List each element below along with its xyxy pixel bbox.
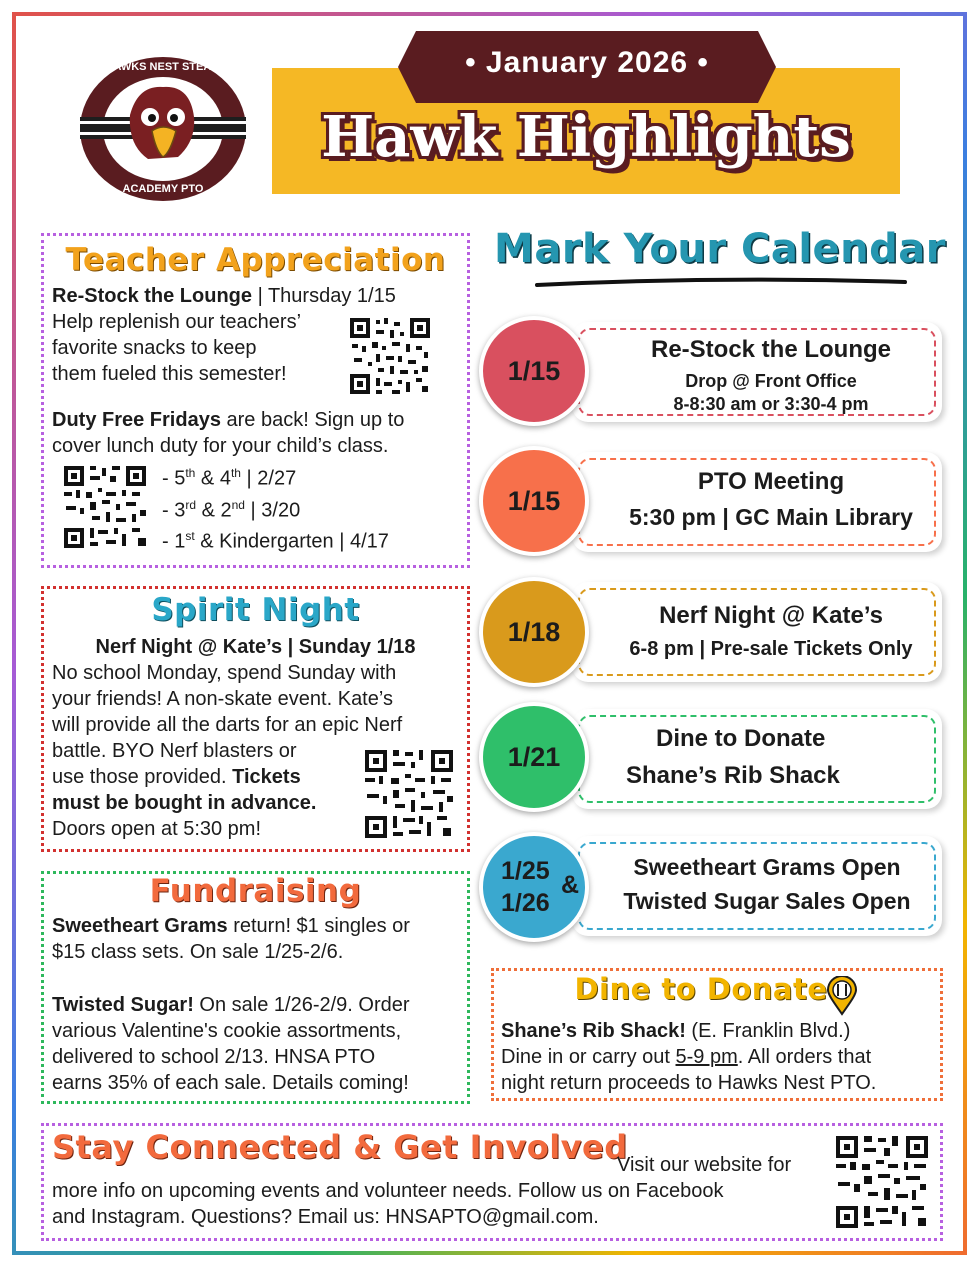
event-date-badge: 1/18 xyxy=(479,577,589,687)
event-date-amp: & xyxy=(561,871,580,899)
restock-desc-line: them fueled this semester! xyxy=(52,363,287,385)
calendar-heading: Mark Your Calendar xyxy=(494,226,946,272)
event-title: PTO Meeting xyxy=(697,468,845,495)
spirit-night-heading: Spirit Night xyxy=(151,592,360,628)
spirit-night-qr-code[interactable] xyxy=(363,748,455,840)
body-line: various Valentine's cookie assortments, xyxy=(52,1020,402,1042)
body-line: Shane’s Rib Shack! (E. Franklin Blvd.) xyxy=(501,1020,851,1042)
event-title: Re-Stock the Lounge xyxy=(650,336,891,363)
body-line: Dine in or carry out 5-9 pm. All orders that xyxy=(501,1046,872,1068)
restock-desc-line: favorite snacks to keep xyxy=(52,337,257,359)
event-date-start: 1/25 xyxy=(501,857,550,885)
grade-row: - 5th & 4th | 2/27 xyxy=(162,466,297,490)
event-detail: 8-8:30 am or 3:30-4 pm xyxy=(673,394,869,414)
body-line: earns 35% of each sale. Details coming! xyxy=(52,1072,409,1094)
restock-qr-code[interactable] xyxy=(348,316,432,396)
pto-logo xyxy=(78,55,248,203)
calendar-event-card xyxy=(572,836,942,936)
logo-text-top: HAWKS NEST STEAM xyxy=(105,61,221,73)
grade-row: - 1st & Kindergarten | 4/17 xyxy=(162,529,389,553)
event-date-end: 1/26 xyxy=(501,889,550,917)
fundraising-heading: Fundraising xyxy=(149,873,362,909)
body-line: will provide all the darts for an epic Nerf xyxy=(52,714,403,736)
logo-text-bottom: ACADEMY PTO xyxy=(122,183,204,195)
body-line: and Instagram. Questions? Email us: HNSAPTO@gmail.com. xyxy=(52,1206,599,1228)
duty-free-text: are back! Sign up to xyxy=(220,409,405,431)
body-line: No school Monday, spend Sunday with xyxy=(52,662,397,684)
body-line: Sweetheart Grams return! $1 singles or xyxy=(52,915,410,937)
body-line: Twisted Sugar! On sale 1/26-2/9. Order xyxy=(52,994,410,1016)
body-line: night return proceeds to Hawks Nest PTO. xyxy=(501,1072,877,1094)
duty-free-text-2: cover lunch duty for your child’s class. xyxy=(52,435,389,457)
dine-to-donate-heading: Dine to Donate xyxy=(574,972,828,1006)
event-title: Dine to Donate xyxy=(656,725,826,752)
body-line: more info on upcoming events and volunteer needs. Follow us on Facebook xyxy=(52,1180,724,1202)
restock-date: | Thursday 1/15 xyxy=(252,285,396,307)
website-qr-code[interactable] xyxy=(834,1134,930,1230)
dine-to-donate-body xyxy=(501,1018,939,1096)
duty-free-paragraph xyxy=(52,407,467,459)
event-detail: 5:30 pm | GC Main Library xyxy=(629,504,913,530)
calendar-event-card xyxy=(572,322,942,422)
location-pin-icon xyxy=(826,976,858,1016)
stay-connected-inline: Visit our website for xyxy=(617,1154,792,1176)
restock-line xyxy=(52,283,462,309)
stay-connected-body xyxy=(52,1178,822,1230)
body-line: battle. BYO Nerf blasters or xyxy=(52,740,297,762)
spirit-night-subhead: Nerf Night @ Kate’s | Sunday 1/18 xyxy=(95,636,416,658)
fundraising-body xyxy=(52,913,462,1096)
body-line: delivered to school 2/13. HNSA PTO xyxy=(52,1046,376,1068)
duty-free-title: Duty Free Fridays xyxy=(52,409,221,431)
event-detail: Shane’s Rib Shack xyxy=(626,762,840,789)
teacher-appreciation-heading: Teacher Appreciation xyxy=(65,242,446,278)
restock-description xyxy=(52,309,352,387)
grade-row: - 3rd & 2nd | 3/20 xyxy=(162,497,301,522)
event-date-badge: 1/15 xyxy=(479,316,589,426)
body-line: your friends! A non-skate event. Kate’s xyxy=(52,688,393,710)
calendar-event-card xyxy=(572,709,942,809)
event-detail: Twisted Sugar Sales Open xyxy=(623,888,911,914)
duty-free-qr-code[interactable] xyxy=(62,464,148,550)
calendar-event-card xyxy=(572,452,942,552)
event-detail: Drop @ Front Office xyxy=(685,371,857,391)
body-line: $15 class sets. On sale 1/25-2/6. xyxy=(52,941,344,963)
event-date-badge: 1/15 xyxy=(479,446,589,556)
event-date-badge: 1/21 xyxy=(479,702,589,812)
body-line: must be bought in advance. xyxy=(52,792,317,814)
newsletter-month: • January 2026 • xyxy=(465,46,709,79)
calendar-event-card xyxy=(572,582,942,682)
event-detail: 6-8 pm | Pre-sale Tickets Only xyxy=(629,638,913,660)
calendar-underline xyxy=(535,276,907,290)
event-title: Sweetheart Grams Open xyxy=(633,854,901,880)
newsletter-title: Hawk Highlights xyxy=(321,104,851,170)
restock-title: Re-Stock the Lounge xyxy=(52,285,253,307)
event-title: Nerf Night @ Kate’s xyxy=(659,602,883,629)
restock-desc-line: Help replenish our teachers’ xyxy=(52,311,302,333)
grade-schedule xyxy=(162,460,462,555)
stay-connected-heading: Stay Connected & Get Involved xyxy=(52,1128,628,1166)
body-line: Doors open at 5:30 pm! xyxy=(52,818,262,840)
body-line: use those provided. Tickets xyxy=(52,766,301,788)
